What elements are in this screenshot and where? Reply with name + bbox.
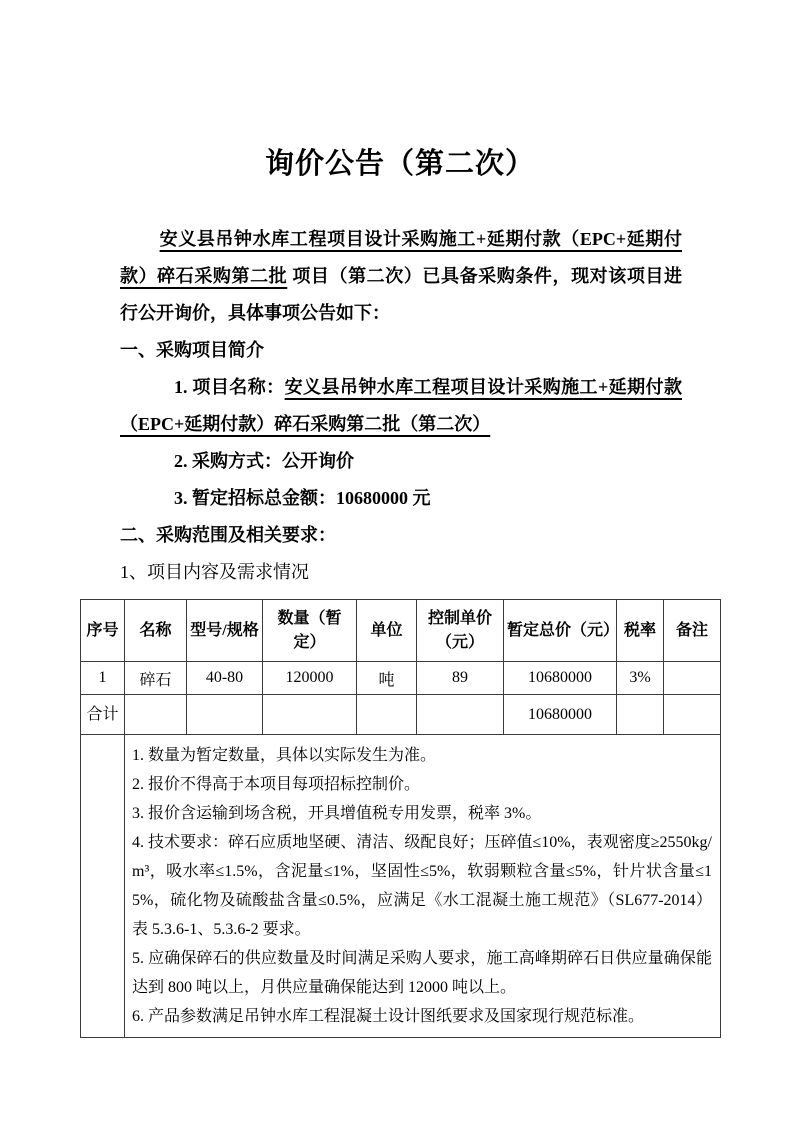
document-body — [120, 221, 682, 591]
table-total-row — [81, 695, 721, 735]
cell-model: 40-80 — [187, 662, 263, 695]
total-empty-cell — [125, 695, 187, 735]
cell-name: 碎石 — [125, 662, 187, 695]
intro-paragraph-rest: 项目（第二次）已具备采购条件，现对该项目进行公开询价，具体事项公告如下： — [120, 266, 682, 323]
intro-project-name-underlined: 安义县吊钟水库工程项目设计采购施工+延期付款（EPC+延期付款）碎石采购第二批 — [120, 229, 682, 286]
item1-label: 1. 项目名称： — [174, 377, 285, 397]
section2-heading: 二、采购范围及相关要求： — [120, 525, 336, 545]
header-cell-name: 名称 — [125, 600, 187, 662]
notes-cell — [125, 735, 721, 1038]
note-1: 1. 数量为暂定数量，具体以实际发生为准。 — [132, 747, 437, 764]
header-cell-remark: 备注 — [664, 600, 721, 662]
note-5: 5. 应确保碎石的供应数量及时间满足采购人要求，施工高峰期碎石日供应量确保能达到 800 吨以上，月供应量确保能达到 12000 吨以上。 — [132, 950, 712, 996]
section2-subheading: 1、项目内容及需求情况 — [120, 562, 309, 582]
header-cell-unit: 单位 — [357, 600, 417, 662]
total-label-cell: 合计 — [81, 695, 125, 735]
note-4: 4. 技术要求：碎石应质地坚硬、清洁、级配良好；压碎值≤10%，表观密度≥2550kg/m³，吸水率≤1.5%，含泥量≤1%，坚固性≤5%，软弱颗粒含量≤5%，针片状含量≤15%，硫化物及硫酸盐含量≤0.5%，应满足《水工混凝土施工规范》（SL677-2014）表 5.3.6-1、5.3.6-2 要求。 — [132, 834, 712, 938]
header-cell-unit-price: 控制单价（元） — [417, 600, 504, 662]
section1-heading: 一、采购项目简介 — [120, 340, 264, 360]
cell-unit-price: 89 — [417, 662, 504, 695]
header-cell-model: 型号/规格 — [187, 600, 263, 662]
header-cell-tax-rate: 税率 — [617, 600, 664, 662]
header-cell-quantity: 数量（暂定） — [263, 600, 357, 662]
notes-empty-cell — [81, 735, 125, 1038]
document-title: 询价公告（第二次） — [264, 148, 535, 180]
header-cell-seq: 序号 — [81, 600, 125, 662]
total-empty-cell — [187, 695, 263, 735]
section1-item1 — [120, 369, 682, 443]
intro-paragraph — [120, 221, 682, 332]
note-6: 6. 产品参数满足吊钟水库工程混凝土设计图纸要求及国家现行规范标准。 — [132, 1008, 645, 1025]
total-empty-cell — [417, 695, 504, 735]
cell-remark — [664, 662, 721, 695]
header-cell-total-price: 暂定总价（元） — [504, 600, 617, 662]
table-notes-row — [81, 735, 721, 1038]
total-empty-cell — [617, 695, 664, 735]
total-empty-cell — [664, 695, 721, 735]
table-row — [81, 662, 721, 695]
total-value-cell: 10680000 — [504, 695, 617, 735]
note-3: 3. 报价含运输到场含税，开具增值税专用发票，税率 3%。 — [132, 805, 542, 822]
total-empty-cell — [357, 695, 417, 735]
procurement-items-table — [80, 599, 721, 1038]
item1-project-name-underlined: 安义县吊钟水库工程项目设计采购施工+延期付款（EPC+延期付款）碎石采购第二批（第二次） — [120, 377, 682, 434]
table-header-row — [81, 600, 721, 662]
cell-unit: 吨 — [357, 662, 417, 695]
cell-tax-rate: 3% — [617, 662, 664, 695]
cell-quantity: 120000 — [263, 662, 357, 695]
section1-item3: 3. 暂定招标总金额：10680000 元 — [174, 488, 431, 508]
note-2: 2. 报价不得高于本项目每项招标控制价。 — [132, 776, 421, 793]
cell-seq: 1 — [81, 662, 125, 695]
section1-item2: 2. 采购方式：公开询价 — [174, 451, 354, 471]
cell-total-price: 10680000 — [504, 662, 617, 695]
total-empty-cell — [263, 695, 357, 735]
